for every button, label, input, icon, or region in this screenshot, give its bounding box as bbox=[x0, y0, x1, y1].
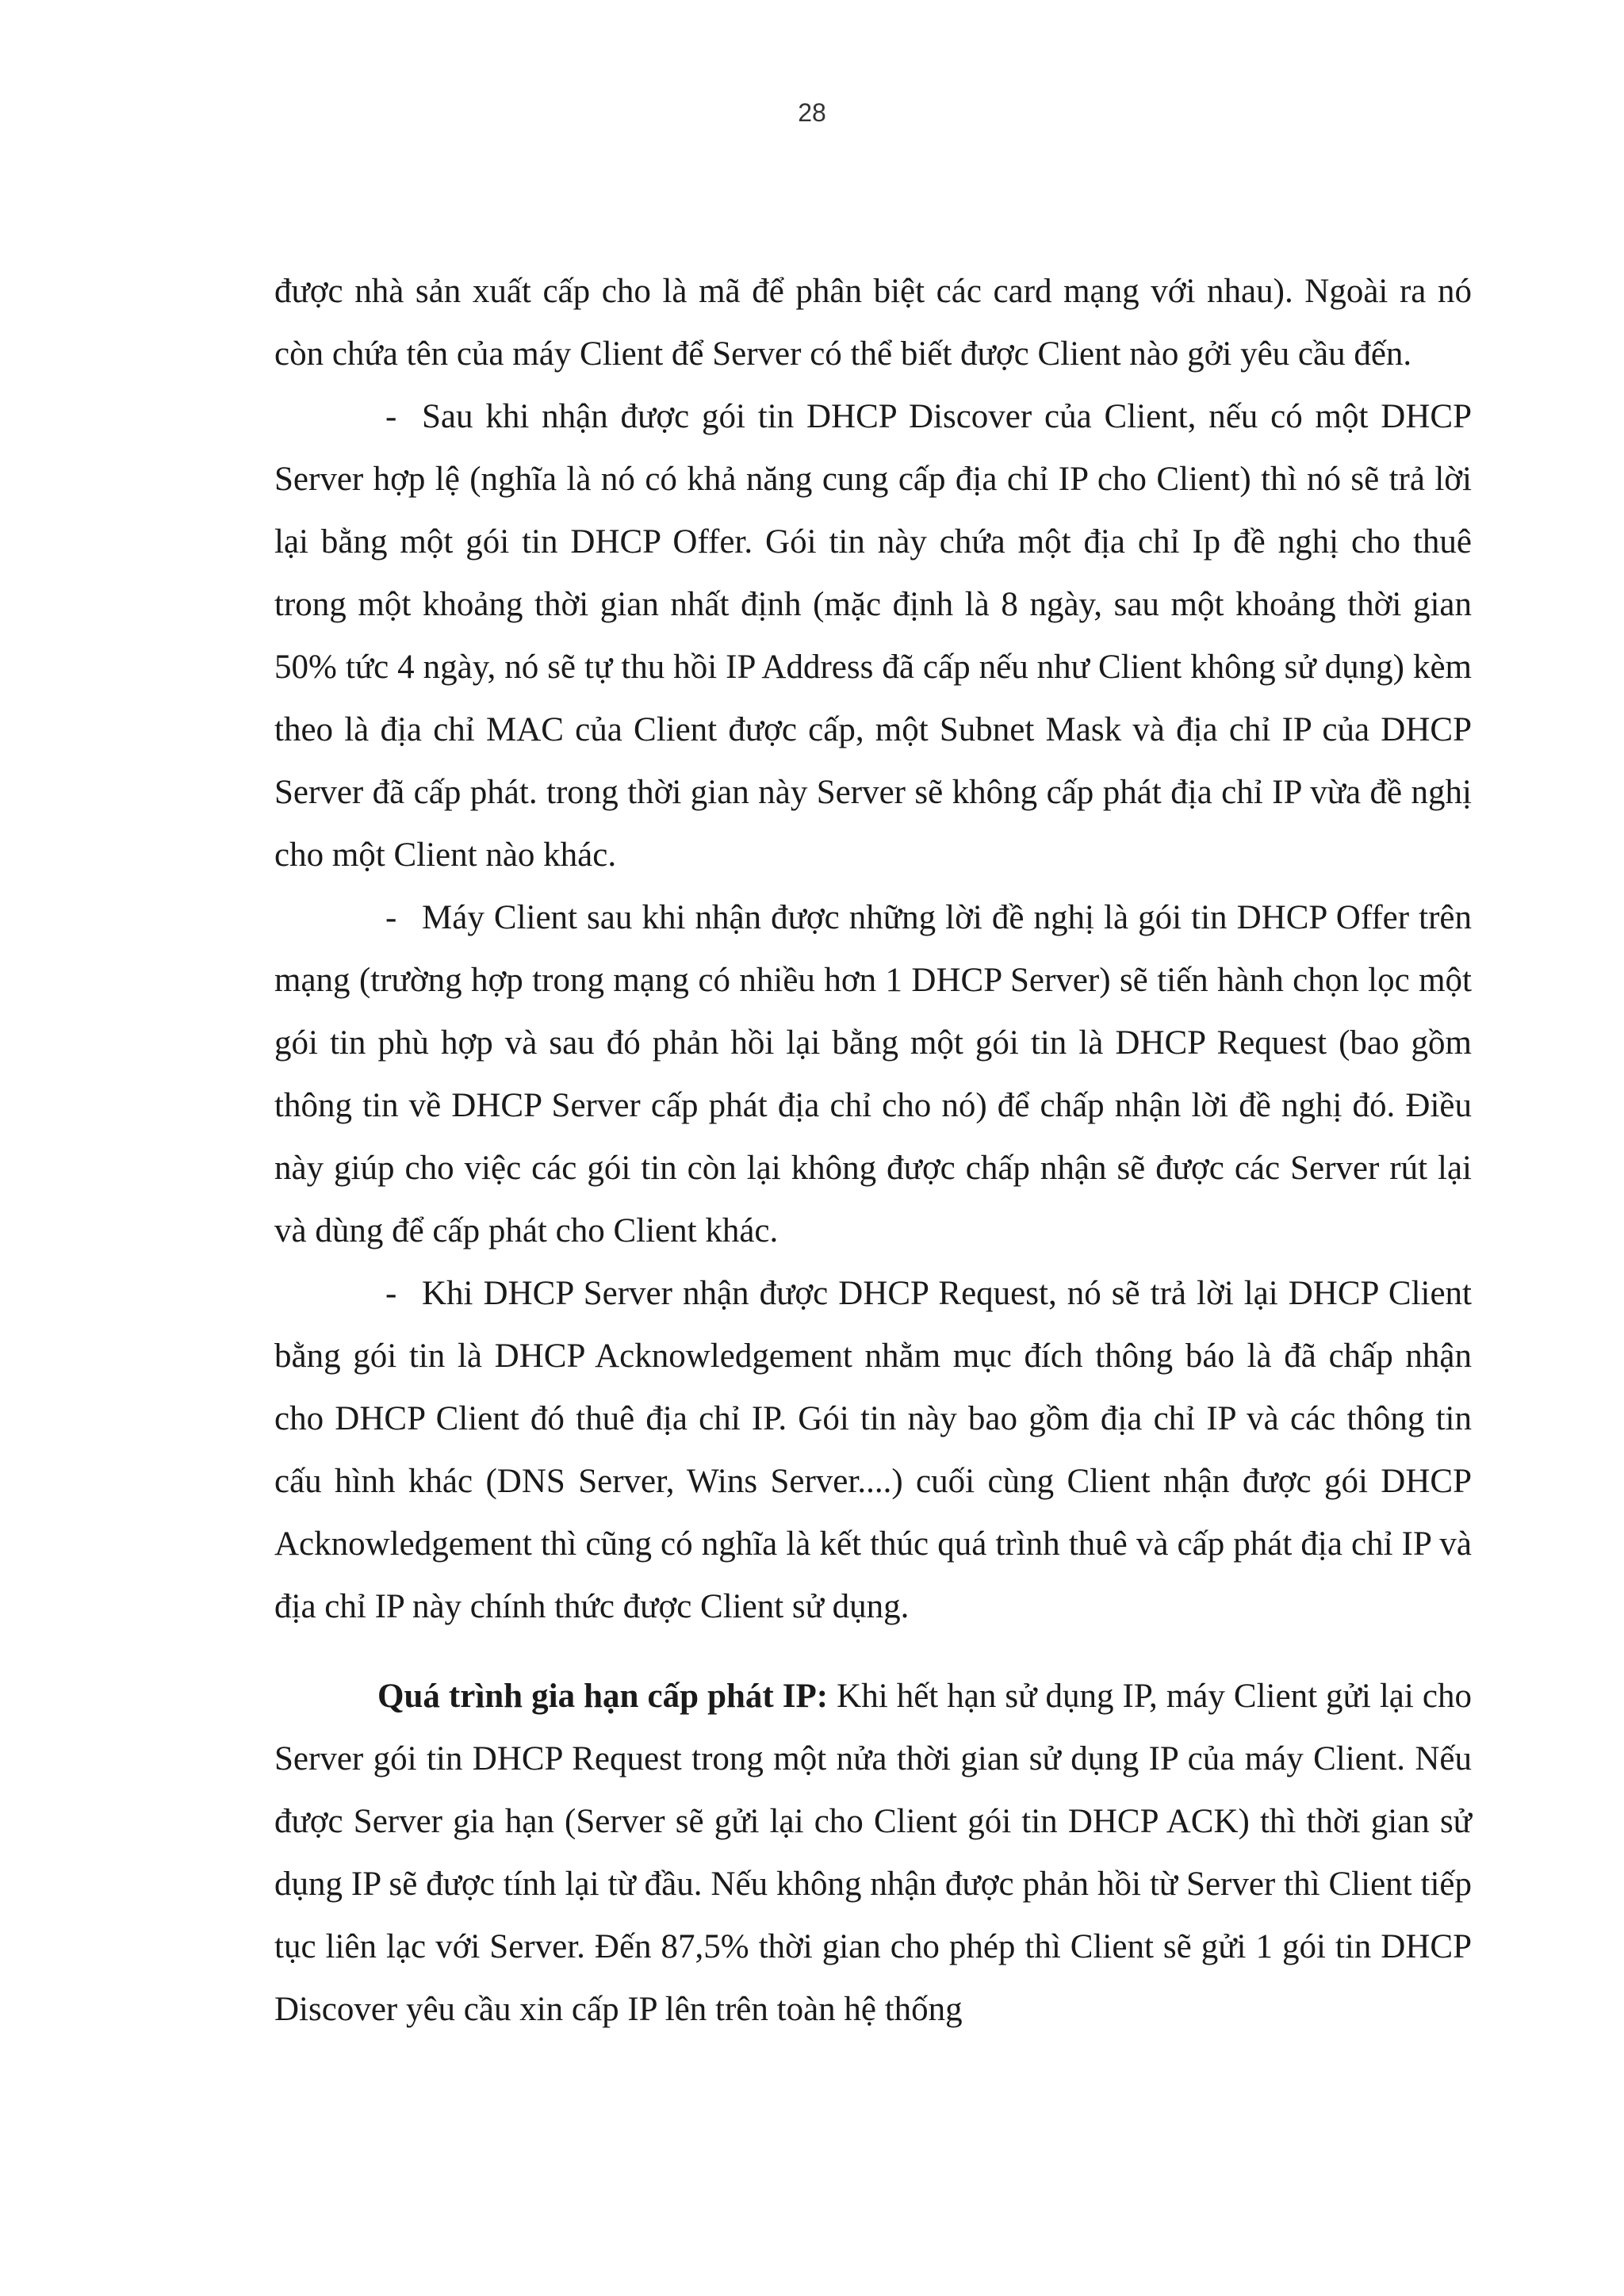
paragraph-continuation: được nhà sản xuất cấp cho là mã để phân biệt các card mạng với nhau). Ngoài ra nó còn chứa tên của máy Client để Server có thể biết được Client nào gởi yêu cầu đến. bbox=[274, 273, 1472, 373]
bullet-text: Khi DHCP Server nhận được DHCP Request, nó sẽ trả lời lại DHCP Client bằng gói tin là DHCP Acknowledgement nhằm mục đích thông báo là đã chấp nhận cho DHCP Client đó thuê địa chỉ IP. Gói tin này bao gồm địa chỉ IP và các thông tin cấu hình khác (DNS Server, Wins Server....) cuối cùng Client nhận được gói DHCP Acknowledgement thì cũng có nghĩa là kết thúc quá trình thuê và cấp phát địa chỉ IP và địa chỉ IP này chính thức được Client sử dụng. bbox=[274, 1275, 1472, 1625]
bullet-dash: - bbox=[385, 398, 397, 435]
bullet-dash: - bbox=[385, 1275, 397, 1312]
bullet-text: Máy Client sau khi nhận được những lời đề nghị là gói tin DHCP Offer trên mạng (trường hợp trong mạng có nhiều hơn 1 DHCP Server) sẽ tiến hành chọn lọc một gói tin phù hợp và sau đó phản hồi lại bằng một gói tin là DHCP Request (bao gồm thông tin về DHCP Server cấp phát địa chỉ cho nó) để chấp nhận lời đề nghị đó. Điều này giúp cho việc các gói tin còn lại không được chấp nhận sẽ được các Server rút lại và dùng để cấp phát cho Client khác. bbox=[274, 899, 1472, 1249]
bullet-paragraph-dhcp-ack bbox=[274, 1262, 1472, 1638]
section-body-text: Khi hết hạn sử dụng IP, máy Client gửi lại cho Server gói tin DHCP Request trong một nửa thời gian sử dụng IP của máy Client. Nếu được Server gia hạn (Server sẽ gửi lại cho Client gói tin DHCP ACK) thì thời gian sử dụng IP sẽ được tính lại từ đầu. Nếu không nhận được phản hồi từ Server thì Client tiếp tục liên lạc với Server. Đến 87,5% thời gian cho phép thì Client sẽ gửi 1 gói tin DHCP Discover yêu cầu xin cấp IP lên trên toàn hệ thống bbox=[274, 1678, 1472, 2028]
section-lead-heading: Quá trình gia hạn cấp phát IP: bbox=[377, 1678, 829, 1715]
body-text bbox=[274, 260, 1472, 2041]
bullet-paragraph-dhcp-offer bbox=[274, 385, 1472, 886]
paragraph-ip-renewal bbox=[274, 1665, 1472, 2041]
page-number: 28 bbox=[798, 98, 826, 127]
bullet-text: Sau khi nhận được gói tin DHCP Discover của Client, nếu có một DHCP Server hợp lệ (nghĩa là nó có khả năng cung cấp địa chỉ IP cho Client) thì nó sẽ trả lời lại bằng một gói tin DHCP Offer. Gói tin này chứa một địa chỉ Ip đề nghị cho thuê trong một khoảng thời gian nhất định (mặc định là 8 ngày, sau một khoảng thời gian 50% tức 4 ngày, nó sẽ tự thu hồi IP Address đã cấp nếu như Client không sử dụng) kèm theo là địa chỉ MAC của Client được cấp, một Subnet Mask và địa chỉ IP của DHCP Server đã cấp phát. trong thời gian này Server sẽ không cấp phát địa chỉ IP vừa đề nghị cho một Client nào khác. bbox=[274, 398, 1472, 874]
bullet-dash: - bbox=[385, 899, 397, 936]
bullet-paragraph-dhcp-request bbox=[274, 886, 1472, 1262]
